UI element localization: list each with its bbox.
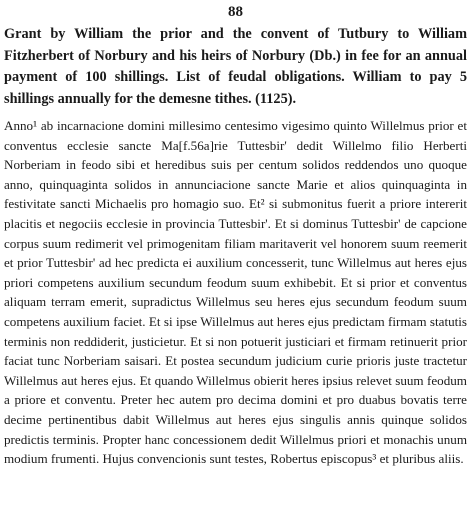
charter-body-text: Anno¹ ab incarnacione domini millesimo centesimo vigesimo quinto Willelmus prior et conventus ecclesie sancte Ma[f.56a]rie Tuttesbir' dedit Willelmo filio Herberti Norberiam in feodo sibi et heredibus suis per centum solidos reddendos uno quoque anno, quinquaginta solidos in annunciacione sancte Marie et alios quinquaginta in festivitate sancti Michaelis pro homagio suo. Et² si submonitus fuerit a priore intererit placitis et negociis ecclesie in provincia Tuttesbir'. Et si dominus Tuttesbir' de capcione corpus suum redimerit vel primogenitam filiam maritaverit vel honorem suum reemerit et prior Tuttesbir' ad hec predicta ei auxilium concesserit, tunc Willelmus aut heres ejus priori competens auxilium secundum feodum suum exhibebit. Et si prior et conventus aliquam terram emerit, supradictus Willelmus seu heres ejus secundum feodum suum competens auxilium faciet. Et si ipse Willelmus aut heres ejus predictam firmam statutis terminis non reddiderit, justicietur. Et si non potuerit justiciari et firmam retinuerit prior faciat tunc Norberiam saisari. Et postea secundum judicium curie prioris juste tractetur Willelmus aut heres ejus. Et quando Willelmus obierit heres ipsius relevet suum feodum a priore et conventu. Preter hec autem pro decima domini et pro duabus bovatis terre decime pertinentibus dabit Willelmus aut heres ejus singulis annis quinque solidos predictis terminis. Propter hanc concessionem dedit Willelmus priori et monachis unum modium frumenti. Hujus convencionis sunt testes, Robertus episcopus³ et pluribus aliis.: [4, 118, 467, 467]
document-page: [4, 0, 467, 469]
page-number: 88: [228, 4, 243, 20]
charter-heading: Grant by William the prior and the convent of Tutbury to William Fitzherbert of Norbury and his heirs of Norbury (Db.) in fee for an annual payment of 100 shillings. List of feudal obligations. William to pay 5 shillings annually for the demesne tithes. (1125).: [4, 26, 467, 107]
